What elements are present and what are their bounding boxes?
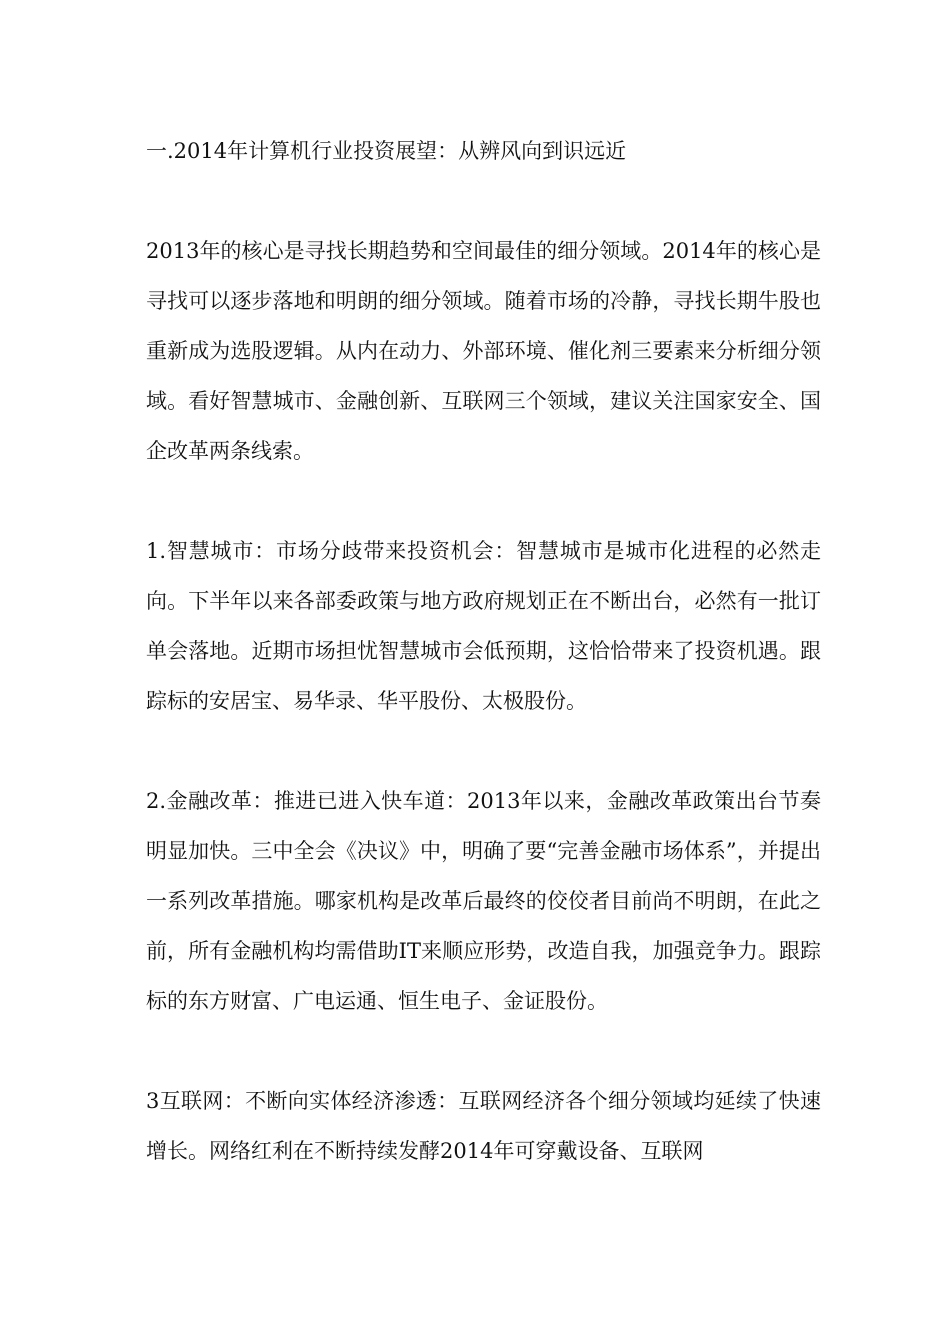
paragraph-financial-reform: 2.金融改革：推进已进入快车道：2013年以来，金融改革政策出台节奏明显加快。三中全会《决议》中，明确了要“完善金融市场体系”，并提出一系列改革措施。哪家机构是改革后最终的佼佼者目前尚不明朗，在此之前，所有金融机构均需借助IT来顺应形势，改造自我，加强竞争力。跟踪标的东方财富、广电运通、恒生电子、金证股份。 [146,789,821,1013]
document-body [146,126,821,1176]
paragraph-internet: 3互联网：不断向实体经济渗透：互联网经济各个细分领域均延续了快速增长。网络红利在不断持续发酵2014年可穿戴设备、互联网 [146,1089,821,1163]
document-title: 一.2014年计算机行业投资展望：从辨风向到识远近 [146,139,627,163]
paragraph-smart-city: 1.智慧城市：市场分歧带来投资机会：智慧城市是城市化进程的必然走向。下半年以来各部委政策与地方政府规划正在不断出台，必然有一批订单会落地。近期市场担忧智慧城市会低预期，这恰恰带来了投资机遇。跟踪标的安居宝、易华录、华平股份、太极股份。 [146,539,821,713]
paragraph-spacer [146,726,821,776]
paragraph-spacer [146,1026,821,1076]
paragraph-spacer [146,176,821,226]
paragraph-spacer [146,476,821,526]
paragraph-overview: 2013年的核心是寻找长期趋势和空间最佳的细分领域。2014年的核心是寻找可以逐步落地和明朗的细分领域。随着市场的冷静，寻找长期牛股也重新成为选股逻辑。从内在动力、外部环境、催化剂三要素来分析细分领域。看好智慧城市、金融创新、互联网三个领域，建议关注国家安全、国企改革两条线索。 [146,239,821,463]
